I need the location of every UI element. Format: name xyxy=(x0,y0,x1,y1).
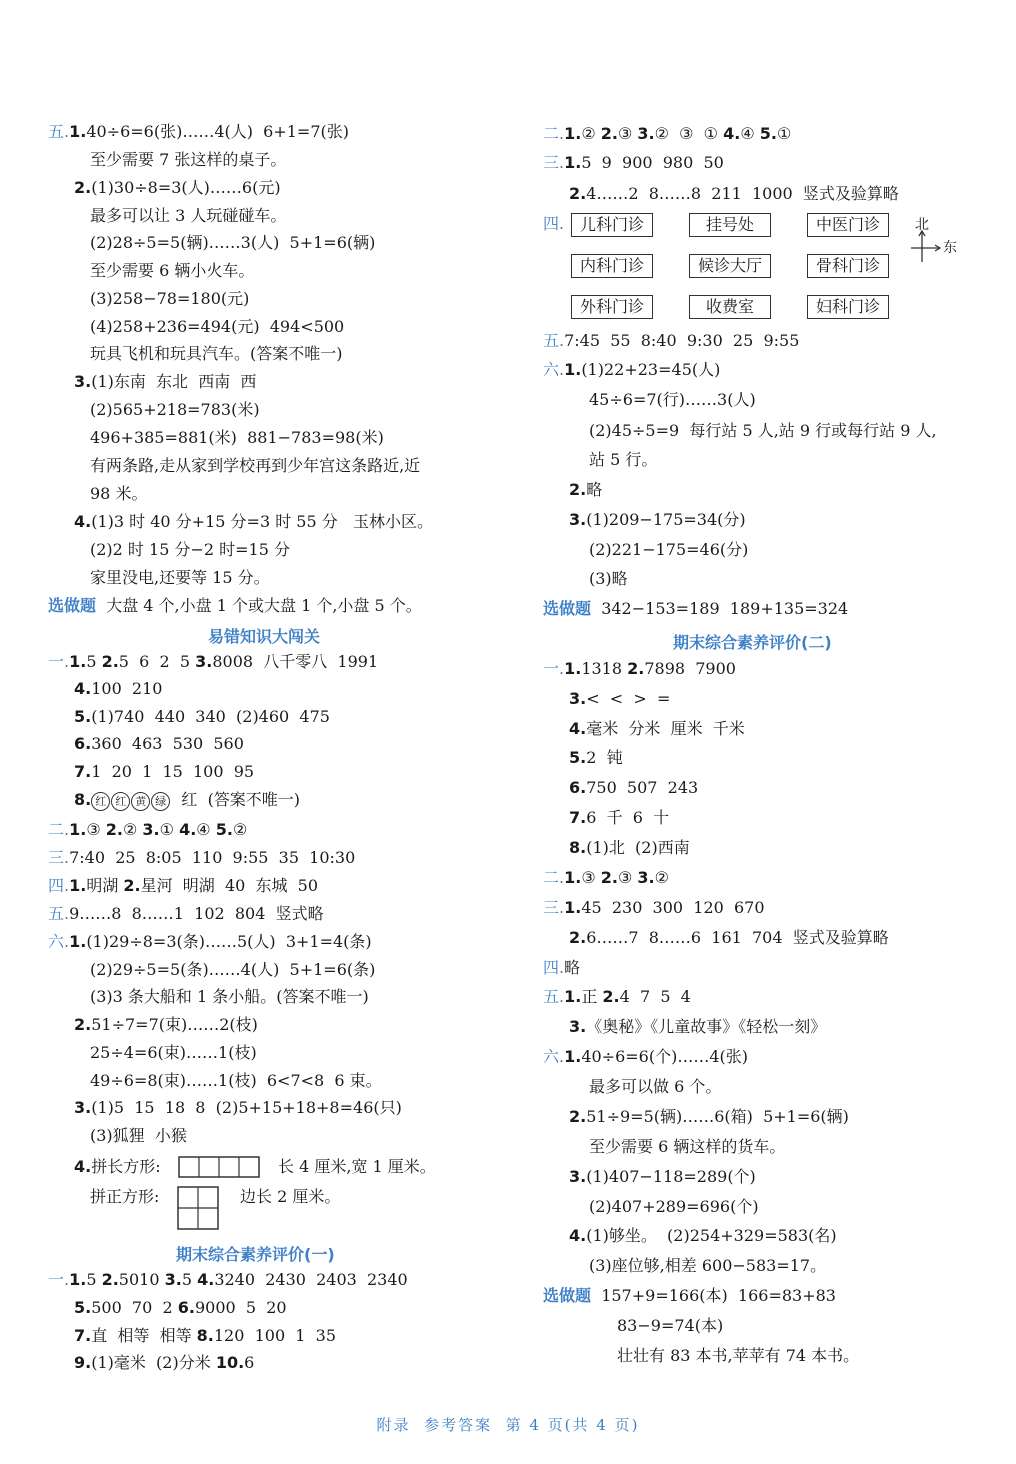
answer-line: 25÷4=6(束)……1(枝) xyxy=(90,1043,257,1062)
answer-line: (2)221−175=46(分) xyxy=(589,540,749,559)
answer-line: 496+385=881(米) 881−783=98(米) xyxy=(90,428,384,447)
answer-line: (2)565+218=783(米) xyxy=(90,400,260,419)
answer-line: 83−9=74(本) xyxy=(617,1316,724,1335)
answer-line: 选做题 342−153=189 189+135=324 xyxy=(543,599,849,618)
answer-line: 4.毫米 分米 厘米 千米 xyxy=(569,719,745,738)
answer-line: 4.(1)3 时 40 分+15 分=3 时 55 分 玉林小区。 xyxy=(74,512,433,531)
east-label: 东 xyxy=(943,240,957,256)
answer-line: 家里没电,还要等 15 分。 xyxy=(90,568,270,587)
answer-line: 选做题 大盘 4 个,小盘 1 个或大盘 1 个,小盘 5 个。 xyxy=(48,596,422,615)
answer-line: 45÷6=7(行)……3(人) xyxy=(589,390,756,409)
answer-line: 五.1.正 2.4 7 5 4 xyxy=(543,987,691,1006)
answer-line: 4.100 210 xyxy=(74,679,163,698)
answer-line: 4.(1)够坐。 (2)254+329=583(名) xyxy=(569,1226,837,1245)
answer-line: 5.500 70 2 6.9000 5 20 xyxy=(74,1298,287,1317)
answer-line: 至少需要 7 张这样的桌子。 xyxy=(90,150,287,169)
circled-color: 红 xyxy=(91,792,110,811)
answer-line: 6.750 507 243 xyxy=(569,778,699,797)
section-heading: 易错知识大闯关 xyxy=(208,627,321,646)
room-box: 收费室 xyxy=(689,295,771,319)
answer-line: 三.7:40 25 8:05 110 9:55 35 10:30 xyxy=(48,848,356,867)
answer-line: 3.(1)407−118=289(个) xyxy=(569,1167,756,1186)
answer-line: 2.51÷7=7(束)……2(枝) xyxy=(74,1015,258,1034)
answer-line: 3.(1)209−175=34(分) xyxy=(569,510,746,529)
clinic-map xyxy=(571,213,925,319)
circled-color: 红 xyxy=(111,792,130,811)
answer-line: 8. 红 红 黄 绿 红 (答案不唯一) xyxy=(74,790,301,809)
answer-line: 二.1.② 2.③ 3.② ③ ① 4.④ 5.① xyxy=(543,124,792,143)
answer-line: (3)座位够,相差 600−583=17。 xyxy=(589,1256,827,1275)
answer-line: 四.1.明湖 2.星河 明湖 40 东城 50 xyxy=(48,876,319,895)
answer-line: 最多可以做 6 个。 xyxy=(589,1077,722,1096)
answer-line: (2)29÷5=5(条)……4(人) 5+1=6(条) xyxy=(90,960,376,979)
answer-line: 2.4……2 8……8 211 1000 竖式及验算略 xyxy=(569,184,899,203)
square-diagram xyxy=(177,1186,219,1230)
answer-line: 边长 2 厘米。 xyxy=(240,1187,341,1206)
answer-line: 一.1.1318 2.7898 7900 xyxy=(543,659,736,678)
room-box: 骨科门诊 xyxy=(807,254,889,278)
answer-line: (3)略 xyxy=(589,569,628,588)
answer-line: 三.1.5 9 900 980 50 xyxy=(543,153,724,172)
answer-line: 壮壮有 83 本书,苹苹有 74 本书。 xyxy=(617,1346,860,1365)
room-box: 儿科门诊 xyxy=(571,213,653,237)
room-box: 外科门诊 xyxy=(571,295,653,319)
answer-line: 有两条路,走从家到学校再到少年宫这条路近,近 xyxy=(90,456,421,475)
answer-line: 7.6 千 6 十 xyxy=(569,808,670,827)
answer-line: 2.51÷9=5(辆)……6(箱) 5+1=6(辆) xyxy=(569,1107,849,1126)
answer-line: 3.< < > = xyxy=(569,689,671,708)
answer-line: 六.1.(1)29÷8=3(条)……5(人) 3+1=4(条) xyxy=(48,932,372,951)
circled-color: 绿 xyxy=(151,792,170,811)
answer-line: 5.2 钝 xyxy=(569,748,623,767)
answer-line: 二.1.③ 2.② 3.① 4.④ 5.② xyxy=(48,820,248,839)
rectangle-diagram xyxy=(178,1156,260,1178)
answer-line: 五.1.40÷6=6(张)……4(人) 6+1=7(张) xyxy=(48,122,350,141)
answer-line: 最多可以让 3 人玩碰碰车。 xyxy=(90,206,287,225)
room-box: 妇科门诊 xyxy=(807,295,889,319)
north-label: 北 xyxy=(915,217,929,233)
answer-line: 3.《奥秘》《儿童故事》《轻松一刻》 xyxy=(569,1017,827,1036)
answer-line: 站 5 行。 xyxy=(589,450,658,469)
room-box: 中医门诊 xyxy=(807,213,889,237)
answer-line: (2)28÷5=5(辆)……3(人) 5+1=6(辆) xyxy=(90,233,376,252)
compass xyxy=(909,214,959,274)
left-column xyxy=(48,0,518,1464)
answer-line: 四.略 xyxy=(543,958,581,977)
answer-line: 三.1.45 230 300 120 670 xyxy=(543,898,765,917)
section-heading: 期末综合素养评价(二) xyxy=(673,633,832,652)
answer-line: 至少需要 6 辆小火车。 xyxy=(90,261,255,280)
answer-line: 2.略 xyxy=(569,480,603,499)
answer-line: 98 米。 xyxy=(90,484,148,503)
answer-line: 9.(1)毫米 (2)分米 10.6 xyxy=(74,1353,255,1372)
answer-line: 一.1.5 2.5 6 2 5 3.8008 八千零八 1991 xyxy=(48,652,379,671)
answer-line: 长 4 厘米,宽 1 厘米。 xyxy=(278,1157,436,1176)
answer-line: 玩具飞机和玩具汽车。(答案不唯一) xyxy=(90,344,343,363)
answer-line: 六.1.40÷6=6(个)……4(张) xyxy=(543,1047,748,1066)
answer-line: (3)258−78=180(元) xyxy=(90,289,250,308)
answer-line: 选做题 157+9=166(本) 166=83+83 xyxy=(543,1286,836,1305)
room-box: 挂号处 xyxy=(689,213,771,237)
answer-line: (3)3 条大船和 1 条小船。(答案不唯一) xyxy=(90,987,369,1006)
answer-line: 五.7:45 55 8:40 9:30 25 9:55 xyxy=(543,331,800,350)
page-footer: 附录 参考答案 第 4 页(共 4 页) xyxy=(376,1416,640,1434)
answer-line: 二.1.③ 2.③ 3.② xyxy=(543,868,669,887)
answer-line: 3.(1)5 15 18 8 (2)5+15+18+8=46(只) xyxy=(74,1098,402,1117)
answer-line: 一.1.5 2.5010 3.5 4.3240 2430 2403 2340 xyxy=(48,1270,408,1289)
answer-line: 8.(1)北 (2)西南 xyxy=(569,838,690,857)
answer-line: 至少需要 6 辆这样的货车。 xyxy=(589,1137,786,1156)
answer-line: 4.拼长方形: xyxy=(74,1157,161,1176)
section-heading: 期末综合素养评价(一) xyxy=(176,1245,335,1264)
answer-line: 2.(1)30÷8=3(人)……6(元) xyxy=(74,178,281,197)
answer-line: 六.1.(1)22+23=45(人) xyxy=(543,360,721,379)
room-box: 内科门诊 xyxy=(571,254,653,278)
answer-line: 四. xyxy=(543,214,565,233)
compass-arrows-icon xyxy=(909,230,943,264)
answer-line: 5.(1)740 440 340 (2)460 475 xyxy=(74,707,330,726)
answer-line: 拼正方形: xyxy=(90,1187,160,1206)
answer-line: 7.1 20 1 15 100 95 xyxy=(74,762,255,781)
answer-line: 3.(1)东南 东北 西南 西 xyxy=(74,372,257,391)
answer-line: (4)258+236=494(元) 494<500 xyxy=(90,317,345,336)
answer-line: 五.9……8 8……1 102 804 竖式略 xyxy=(48,904,324,923)
answer-line: 2.6……7 8……6 161 704 竖式及验算略 xyxy=(569,928,889,947)
answer-line: (2)407+289=696(个) xyxy=(589,1197,759,1216)
room-box: 候诊大厅 xyxy=(689,254,771,278)
answer-line: (2)45÷5=9 每行站 5 人,站 9 行或每行站 9 人, xyxy=(589,421,937,440)
answer-line: (2)2 时 15 分−2 时=15 分 xyxy=(90,540,290,559)
answer-line: 49÷6=8(束)……1(枝) 6<7<8 6 束。 xyxy=(90,1071,382,1090)
circled-color: 黄 xyxy=(131,792,150,811)
right-column xyxy=(543,0,1013,1464)
answer-line: 7.直 相等 相等 8.120 100 1 35 xyxy=(74,1326,337,1345)
answer-line: 6.360 463 530 560 xyxy=(74,734,244,753)
answer-line: (3)狐狸 小猴 xyxy=(90,1126,187,1145)
